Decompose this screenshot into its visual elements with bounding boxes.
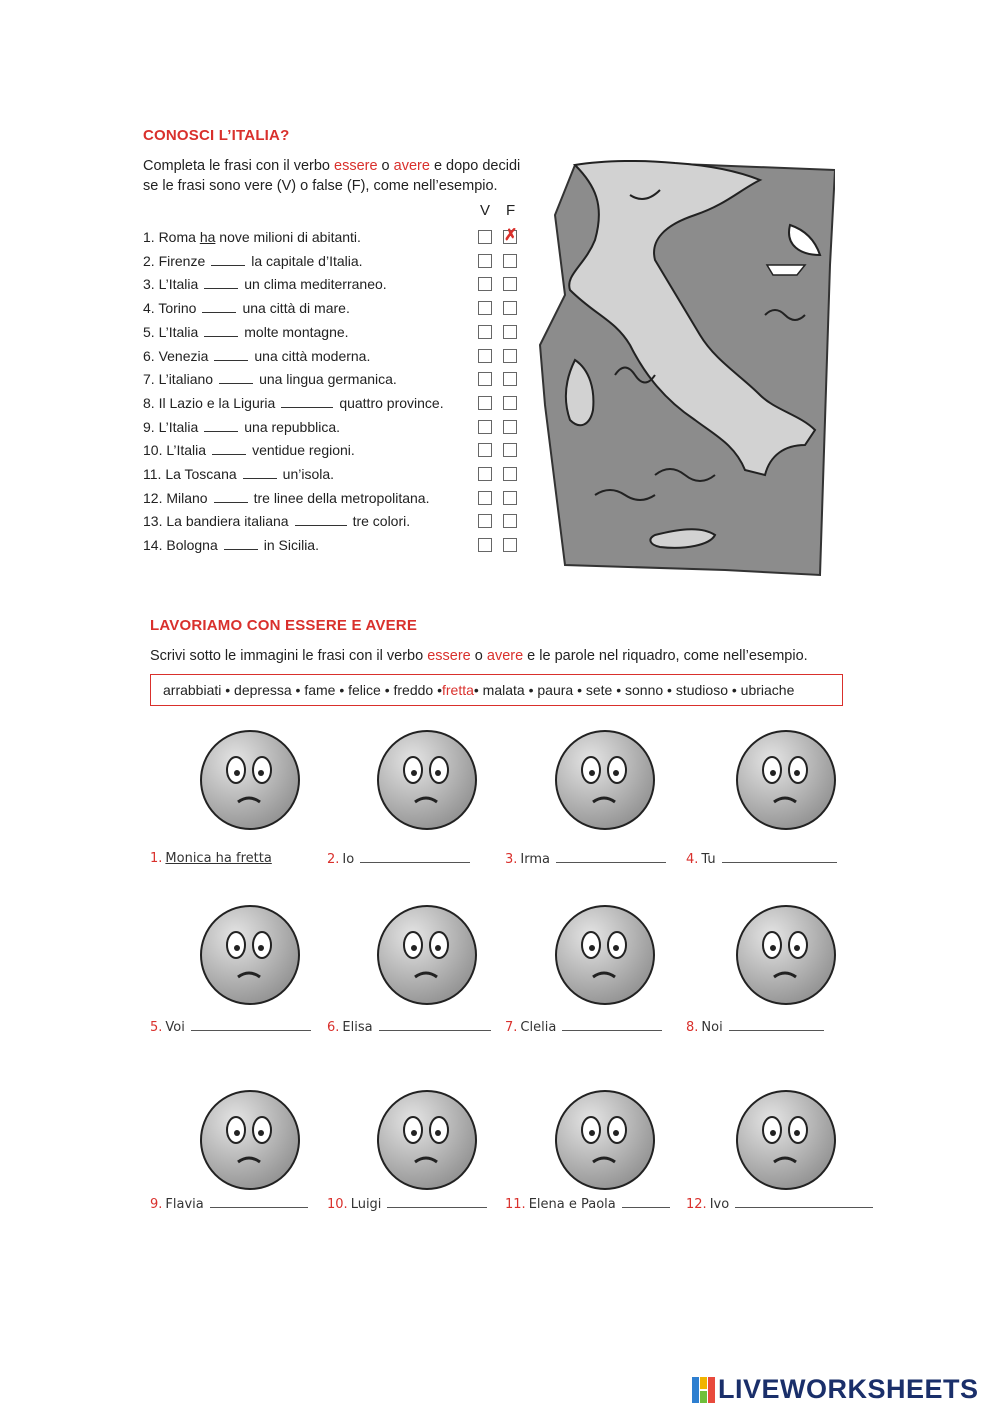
image-caption	[505, 851, 666, 867]
question-predicate: molte montagne.	[244, 323, 349, 340]
emoji-face-illustration	[736, 905, 836, 1005]
checkbox-v[interactable]	[478, 372, 492, 386]
question-subject: 12. Milano	[143, 489, 208, 506]
checkbox-v[interactable]	[478, 230, 492, 244]
caption-number: 5.	[150, 1020, 163, 1035]
caption-number: 1.	[150, 851, 163, 866]
answer-blank[interactable]	[562, 1019, 662, 1031]
column-v-label: V	[480, 202, 491, 219]
caption-subject: Luigi	[350, 1197, 382, 1212]
answer-blank[interactable]	[729, 1019, 824, 1031]
question-subject: 10. L’Italia	[143, 442, 207, 459]
caption-number: 9.	[150, 1197, 163, 1212]
checkbox-f[interactable]	[503, 443, 517, 457]
checkbox-f[interactable]	[503, 301, 517, 315]
question-predicate: la capitale d’Italia.	[251, 252, 363, 269]
verb-blank[interactable]	[214, 490, 248, 503]
checkbox-v[interactable]	[478, 491, 492, 505]
checkbox-v[interactable]	[478, 467, 492, 481]
question-subject: 7. L’italiano	[143, 371, 214, 388]
verb-blank[interactable]	[211, 253, 245, 266]
question-predicate: quattro province.	[339, 394, 444, 411]
question-item	[143, 226, 361, 248]
question-predicate: una lingua germanica.	[259, 371, 397, 388]
caption-number: 10.	[327, 1197, 348, 1212]
checkbox-f[interactable]	[503, 254, 517, 268]
checkbox-f[interactable]	[503, 467, 517, 481]
checkbox-f[interactable]	[503, 514, 517, 528]
question-predicate: ventidue regioni.	[252, 442, 355, 459]
section1-instructions: Completa le frasi con il verbo essere o avere e dopo decidi se le frasi sono vere (V) o false (F), come nell’esempio.	[143, 158, 521, 194]
caption-number: 8.	[686, 1020, 699, 1035]
verb-blank[interactable]	[295, 513, 347, 526]
column-f-label: F	[506, 202, 516, 219]
image-caption	[686, 1196, 873, 1212]
verb-blank[interactable]	[204, 276, 238, 289]
question-item	[143, 321, 349, 343]
answer-blank[interactable]	[735, 1196, 873, 1208]
caption-number: 12.	[686, 1197, 707, 1212]
emoji-face-illustration	[736, 1090, 836, 1190]
checkbox-f[interactable]	[503, 372, 517, 386]
emoji-face-illustration	[377, 905, 477, 1005]
question-predicate: un’isola.	[282, 466, 335, 482]
caption-number: 11.	[505, 1197, 526, 1212]
liveworksheets-logo-text: LIVEWORKSHEETS	[718, 1374, 979, 1404]
caption-subject: Io	[342, 852, 355, 867]
answer-blank[interactable]	[360, 851, 470, 863]
question-subject: 3. L’Italia	[143, 276, 199, 293]
caption-number: 3.	[505, 852, 518, 867]
checkbox-f[interactable]	[503, 227, 518, 244]
image-caption	[150, 851, 272, 866]
checkbox-v[interactable]	[478, 277, 492, 291]
question-item	[143, 439, 355, 461]
question-subject: 13. La bandiera italiana	[143, 513, 289, 530]
caption-number: 4.	[686, 852, 699, 867]
question-item	[143, 510, 410, 532]
question-predicate: tre colori.	[352, 513, 411, 530]
answer-blank[interactable]	[556, 851, 666, 863]
emoji-face-illustration	[555, 1090, 655, 1190]
verb-blank[interactable]	[243, 466, 277, 479]
caption-subject: Ivo	[709, 1197, 730, 1212]
verb-blank[interactable]	[204, 419, 238, 432]
checkbox-v[interactable]	[478, 301, 492, 315]
caption-subject: Clelia	[520, 1020, 557, 1035]
example-cross-mark: ✗	[504, 227, 518, 244]
emoji-face-illustration	[200, 730, 300, 830]
answer-blank[interactable]	[379, 1019, 491, 1031]
emoji-face-illustration	[377, 730, 477, 830]
section2-title: LAVORIAMO CON ESSERE E AVERE	[150, 617, 418, 634]
caption-subject: Irma	[520, 852, 550, 867]
caption-subject: Noi	[701, 1020, 723, 1035]
question-item	[143, 416, 340, 438]
checkbox-f[interactable]	[503, 325, 517, 339]
question-subject: 11. La Toscana	[143, 466, 237, 482]
image-caption	[150, 1196, 308, 1212]
caption-subject: Monica ha fretta	[165, 851, 272, 866]
caption-number: 6.	[327, 1020, 340, 1035]
question-item	[143, 297, 350, 319]
answer-blank[interactable]	[387, 1196, 487, 1208]
section2-instructions: Scrivi sotto le immagini le frasi con il verbo essere o avere e le parole nel riquadro, come nell’esempio.	[150, 648, 808, 664]
caption-subject: Elena e Paola	[528, 1197, 616, 1212]
image-caption	[327, 851, 470, 867]
caption-number: 7.	[505, 1020, 518, 1035]
verb-blank[interactable]	[281, 395, 333, 408]
question-subject: 8. Il Lazio e la Liguria	[143, 394, 276, 411]
verb-blank[interactable]	[219, 371, 253, 384]
checkbox-v[interactable]	[478, 538, 492, 552]
caption-subject: Flavia	[165, 1197, 204, 1212]
question-item	[143, 273, 387, 295]
image-caption	[686, 851, 837, 867]
caption-subject: Tu	[701, 852, 716, 867]
question-predicate: una città moderna.	[254, 347, 371, 364]
question-subject: 14. Bologna	[143, 537, 218, 554]
question-item	[143, 392, 444, 414]
verb-blank[interactable]	[214, 348, 248, 361]
question-item	[143, 368, 397, 390]
image-caption	[505, 1196, 670, 1212]
question-subject: 2. Firenze	[143, 252, 206, 269]
emoji-face-illustration	[200, 905, 300, 1005]
question-subject: 4. Torino	[143, 300, 197, 317]
question-predicate: nove milioni di abitanti.	[215, 229, 361, 245]
section1-title: CONOSCI L’ITALIA?	[143, 127, 290, 144]
question-item	[143, 345, 370, 367]
word-box: arrabbiati • depressa • fame • felice • freddo • fretta • malata • paura • sete • sonno • studioso • ubriache	[150, 674, 843, 706]
emoji-face-illustration	[555, 730, 655, 830]
question-predicate: un clima mediterraneo.	[244, 276, 387, 293]
checkbox-v[interactable]	[478, 514, 492, 528]
image-caption	[327, 1019, 491, 1035]
emoji-face-illustration	[555, 905, 655, 1005]
question-predicate: in Sicilia.	[263, 537, 319, 554]
question-item	[143, 534, 319, 556]
verb-blank[interactable]	[224, 537, 258, 550]
question-subject: 5. L’Italia	[143, 323, 199, 340]
verb-blank[interactable]	[212, 442, 246, 455]
question-predicate: una città di mare.	[242, 300, 350, 317]
example-answer: ha	[199, 229, 216, 245]
checkbox-f[interactable]	[503, 349, 517, 363]
checkbox-v[interactable]	[478, 254, 492, 268]
caption-subject: Elisa	[342, 1020, 373, 1035]
question-predicate: tre linee della metropolitana.	[253, 489, 430, 506]
image-caption	[327, 1196, 487, 1212]
question-subject: 1. Roma	[143, 229, 200, 245]
caption-subject: Voi	[165, 1020, 185, 1035]
answer-blank[interactable]	[722, 851, 837, 863]
question-item	[143, 487, 429, 509]
checkbox-f[interactable]	[503, 420, 517, 434]
checkbox-v[interactable]	[478, 420, 492, 434]
caption-number: 2.	[327, 852, 340, 867]
emoji-face-illustration	[736, 730, 836, 830]
checkbox-f[interactable]	[503, 491, 517, 505]
question-subject: 9. L’Italia	[143, 418, 199, 435]
question-item	[143, 250, 363, 272]
checkbox-f[interactable]	[503, 538, 517, 552]
answer-blank[interactable]	[210, 1196, 308, 1208]
italy-map-illustration	[535, 145, 835, 580]
emoji-face-illustration	[200, 1090, 300, 1190]
image-caption	[150, 1019, 311, 1035]
question-item	[143, 463, 334, 485]
answer-blank[interactable]	[622, 1196, 670, 1208]
image-caption	[505, 1019, 662, 1035]
checkbox-v[interactable]	[478, 443, 492, 457]
checkbox-v[interactable]	[478, 325, 492, 339]
checkbox-v[interactable]	[478, 396, 492, 410]
verb-blank[interactable]	[202, 300, 236, 313]
checkbox-v[interactable]	[478, 349, 492, 363]
answer-blank[interactable]	[191, 1019, 311, 1031]
verb-blank[interactable]	[204, 324, 238, 337]
emoji-face-illustration	[377, 1090, 477, 1190]
checkbox-f[interactable]	[503, 277, 517, 291]
checkbox-f[interactable]	[503, 396, 517, 410]
question-predicate: una repubblica.	[244, 418, 341, 435]
image-caption	[686, 1019, 824, 1035]
question-subject: 6. Venezia	[143, 347, 209, 364]
